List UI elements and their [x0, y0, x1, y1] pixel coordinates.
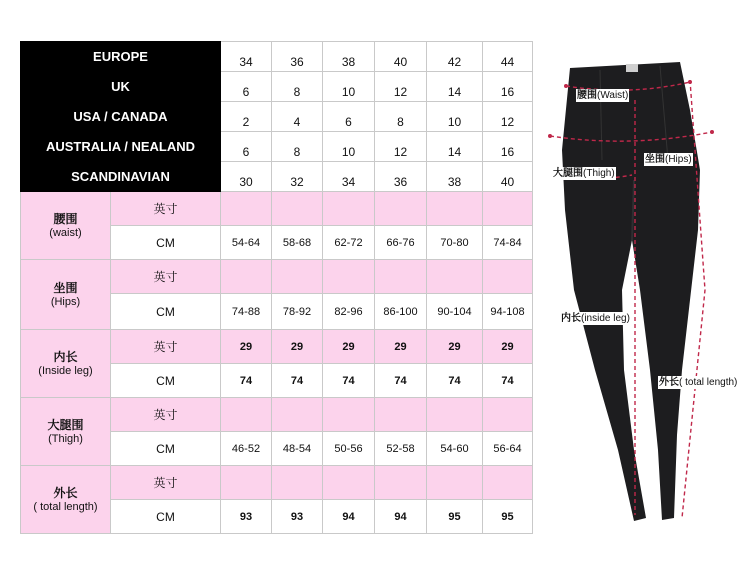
inch-cell [375, 398, 427, 432]
cm-value: 48-54 [272, 432, 323, 466]
thigh-label-cn: 大腿围 [47, 417, 84, 432]
cm-value: 74 [221, 364, 272, 398]
size-value: 42 [427, 42, 483, 72]
size-value: 40 [483, 162, 533, 192]
callout-inseam-cn: 内长 [561, 313, 581, 324]
size-value: 10 [427, 102, 483, 132]
australia-label: AUSTRALIA / NEALAND [21, 132, 221, 162]
cm-value: 54-60 [427, 432, 483, 466]
inch-cell [323, 466, 375, 500]
size-value: 6 [221, 72, 272, 102]
australia-row [21, 132, 533, 162]
size-value: 6 [323, 102, 375, 132]
scandinavian-row [21, 162, 533, 192]
size-value: 2 [221, 102, 272, 132]
hips-label-cn: 坐围 [53, 280, 78, 295]
europe-row [21, 42, 533, 72]
cm-value: 46-52 [221, 432, 272, 466]
inch-cell [427, 398, 483, 432]
inch-cell [323, 192, 375, 226]
inch-cell [375, 260, 427, 294]
uk-label: UK [21, 72, 221, 102]
size-value: 16 [483, 72, 533, 102]
callout-inseam-en: (inside leg) [581, 313, 630, 324]
length-label-cn: 外长 [53, 485, 78, 500]
cm-label: CM [111, 226, 221, 260]
inch-label: 英寸 [111, 466, 221, 500]
cm-value: 95 [427, 500, 483, 534]
size-value: 10 [323, 132, 375, 162]
cm-value: 74 [427, 364, 483, 398]
inch-cell [483, 192, 533, 226]
callout-total-en: ( total length) [679, 377, 738, 388]
cm-value: 74 [375, 364, 427, 398]
inch-cell [221, 192, 272, 226]
size-value: 8 [272, 132, 323, 162]
cm-value: 94 [323, 500, 375, 534]
usa-canada-row [21, 102, 533, 132]
hips-label-en: (Hips) [50, 295, 81, 308]
inch-value: 29 [427, 330, 483, 364]
size-value: 12 [375, 72, 427, 102]
hips-inch-row [21, 260, 533, 294]
cm-label: CM [111, 432, 221, 466]
cm-value: 54-64 [221, 226, 272, 260]
cm-value: 94-108 [483, 294, 533, 330]
cm-value: 86-100 [375, 294, 427, 330]
cm-value: 74 [483, 364, 533, 398]
inch-label: 英寸 [111, 192, 221, 226]
inch-cell [221, 260, 272, 294]
size-value: 32 [272, 162, 323, 192]
length-label-en: ( total length) [33, 500, 98, 513]
callout-total-cn: 外长 [659, 377, 679, 388]
thigh-label-en: (Thigh) [48, 432, 83, 445]
inseam-label-en: (Inside leg) [38, 364, 93, 377]
uk-row [21, 72, 533, 102]
cm-value: 58-68 [272, 226, 323, 260]
cm-value: 74 [272, 364, 323, 398]
cm-value: 74 [323, 364, 375, 398]
cm-label: CM [111, 294, 221, 330]
inch-cell [483, 260, 533, 294]
cm-value: 66-76 [375, 226, 427, 260]
button-icon [626, 64, 638, 72]
size-value: 4 [272, 102, 323, 132]
cm-value: 93 [221, 500, 272, 534]
cm-value: 94 [375, 500, 427, 534]
size-value: 8 [375, 102, 427, 132]
thigh-label [21, 398, 111, 466]
inseam-inch-row [21, 330, 533, 364]
inch-value: 29 [323, 330, 375, 364]
inch-cell [427, 466, 483, 500]
waist-inch-row [21, 192, 533, 226]
europe-label: EUROPE [21, 42, 221, 72]
size-value: 34 [221, 42, 272, 72]
callout-hips-cn: 坐围 [645, 154, 665, 165]
pants-silhouette [562, 62, 700, 521]
inch-cell [375, 192, 427, 226]
size-value: 38 [323, 42, 375, 72]
inseam-label-cn: 内长 [53, 349, 78, 364]
callout-hips [644, 153, 693, 166]
size-value: 14 [427, 72, 483, 102]
length-label [21, 466, 111, 534]
length-inch-row [21, 466, 533, 500]
inseam-label [21, 330, 111, 398]
inch-cell [427, 260, 483, 294]
thigh-inch-row [21, 398, 533, 432]
callout-waist-en: (Waist) [597, 90, 629, 101]
pants-illustration [540, 40, 750, 550]
inch-cell [221, 398, 272, 432]
cm-value: 52-58 [375, 432, 427, 466]
size-value: 8 [272, 72, 323, 102]
inch-label: 英寸 [111, 330, 221, 364]
callout-hips-en: (Hips) [665, 154, 692, 165]
hips-label [21, 260, 111, 330]
inch-cell [483, 466, 533, 500]
size-value: 14 [427, 132, 483, 162]
usa-canada-label: USA / CANADA [21, 102, 221, 132]
inch-cell [323, 398, 375, 432]
size-value: 38 [427, 162, 483, 192]
size-value: 34 [323, 162, 375, 192]
inch-cell [221, 466, 272, 500]
inch-label: 英寸 [111, 398, 221, 432]
cm-value: 74-88 [221, 294, 272, 330]
inch-cell [323, 260, 375, 294]
cm-value: 90-104 [427, 294, 483, 330]
inch-value: 29 [221, 330, 272, 364]
inch-cell [272, 466, 323, 500]
size-chart-table [20, 41, 533, 534]
callout-total-length [658, 376, 738, 389]
callout-thigh [552, 167, 616, 180]
size-value: 36 [272, 42, 323, 72]
waist-label-en: (waist) [49, 226, 82, 239]
cm-value: 62-72 [323, 226, 375, 260]
size-value: 6 [221, 132, 272, 162]
inch-value: 29 [483, 330, 533, 364]
size-value: 12 [375, 132, 427, 162]
inch-cell [272, 398, 323, 432]
scandinavian-label: SCANDINAVIAN [21, 162, 221, 192]
size-value: 16 [483, 132, 533, 162]
cm-value: 95 [483, 500, 533, 534]
size-value: 12 [483, 102, 533, 132]
inch-label: 英寸 [111, 260, 221, 294]
inch-cell [483, 398, 533, 432]
cm-label: CM [111, 500, 221, 534]
inch-cell [272, 260, 323, 294]
cm-value: 56-64 [483, 432, 533, 466]
inch-cell [427, 192, 483, 226]
inch-value: 29 [272, 330, 323, 364]
cm-label: CM [111, 364, 221, 398]
inch-cell [375, 466, 427, 500]
pants-measurement-figure [540, 40, 750, 550]
callout-inseam [560, 312, 631, 325]
size-value: 40 [375, 42, 427, 72]
cm-value: 50-56 [323, 432, 375, 466]
cm-value: 93 [272, 500, 323, 534]
cm-value: 70-80 [427, 226, 483, 260]
inch-cell [272, 192, 323, 226]
callout-waist-cn: 腰围 [577, 90, 597, 101]
size-value: 44 [483, 42, 533, 72]
waist-label-cn: 腰围 [53, 211, 78, 226]
inch-value: 29 [375, 330, 427, 364]
size-value: 36 [375, 162, 427, 192]
waist-label [21, 192, 111, 260]
cm-value: 82-96 [323, 294, 375, 330]
callout-thigh-cn: 大腿围 [553, 168, 583, 179]
cm-value: 74-84 [483, 226, 533, 260]
cm-value: 78-92 [272, 294, 323, 330]
size-value: 30 [221, 162, 272, 192]
callout-waist [576, 89, 629, 102]
size-value: 10 [323, 72, 375, 102]
callout-thigh-en: (Thigh) [583, 168, 615, 179]
